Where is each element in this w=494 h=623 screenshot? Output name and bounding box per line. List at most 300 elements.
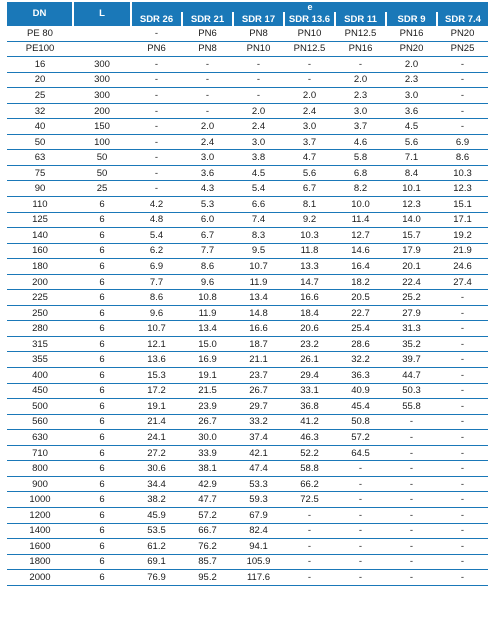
cell-value: 13.6 [131,352,182,368]
cell-value: 15.3 [131,368,182,384]
cell-value: 72.5 [284,492,335,508]
cell-value: - [386,523,437,539]
table-row [7,507,488,523]
cell-value: 8.6 [182,259,233,275]
cell-value: 22.7 [335,305,386,321]
cell-value: 3.7 [335,119,386,135]
cell-value: 18.7 [233,336,284,352]
cell-l: 300 [73,57,131,73]
cell-value: 10.7 [131,321,182,337]
cell-value: PN16 [335,41,386,57]
cell-dn: 900 [7,476,73,492]
cell-dn: 20 [7,72,73,88]
cell-l: 6 [73,539,131,555]
cell-value: 2.0 [233,103,284,119]
cell-value: 29.7 [233,399,284,415]
cell-value: 67.9 [233,507,284,523]
cell-value: 39.7 [386,352,437,368]
cell-l: 6 [73,492,131,508]
cell-value: 18.2 [335,274,386,290]
cell-value: 9.6 [131,305,182,321]
cell-value: 4.3 [182,181,233,197]
cell-value: 45.4 [335,399,386,415]
header-e: e [131,2,488,12]
cell-value: - [437,461,488,477]
cell-value: 53.5 [131,523,182,539]
cell-l: 6 [73,383,131,399]
cell-dn: 16 [7,57,73,73]
cell-l [73,41,131,57]
cell-value: - [437,554,488,570]
cell-dn: 560 [7,414,73,430]
cell-value: 8.3 [233,228,284,244]
cell-dn: 32 [7,103,73,119]
cell-value: 9.6 [182,274,233,290]
cell-value: - [386,476,437,492]
cell-dn: 450 [7,383,73,399]
cell-value: 8.4 [386,165,437,181]
cell-value: 46.3 [284,430,335,446]
table-row [7,165,488,181]
cell-value: PN16 [386,26,437,41]
cell-value: 76.2 [182,539,233,555]
table-row [7,26,488,41]
cell-value: 10.1 [386,181,437,197]
cell-value: 16.4 [335,259,386,275]
cell-value: 3.0 [284,119,335,135]
cell-value: - [335,57,386,73]
cell-value: 10.3 [437,165,488,181]
cell-l: 150 [73,119,131,135]
cell-l: 300 [73,88,131,104]
cell-value: 25.4 [335,321,386,337]
cell-value: PN25 [437,41,488,57]
cell-dn: 40 [7,119,73,135]
cell-value: 36.8 [284,399,335,415]
table-row [7,476,488,492]
cell-value: 31.3 [386,321,437,337]
cell-value: 12.1 [131,336,182,352]
header-sdr-17: SDR 17 [233,12,284,26]
cell-value: - [437,430,488,446]
cell-value: 6.8 [335,165,386,181]
cell-dn: 1000 [7,492,73,508]
cell-value: - [182,88,233,104]
cell-value: 2.3 [386,72,437,88]
cell-value: - [233,57,284,73]
cell-value: 61.2 [131,539,182,555]
cell-value: PN12.5 [284,41,335,57]
cell-value: 12.3 [437,181,488,197]
cell-value: 69.1 [131,554,182,570]
cell-value: 10.3 [284,228,335,244]
header-dn: DN [7,2,73,26]
cell-value: 44.7 [386,368,437,384]
header-sdr-13-6: SDR 13.6 [284,12,335,26]
cell-dn: 140 [7,228,73,244]
cell-value: - [386,445,437,461]
cell-value: 85.7 [182,554,233,570]
cell-value: 13.4 [182,321,233,337]
cell-value: 76.9 [131,570,182,586]
cell-value: - [335,492,386,508]
cell-value: - [437,445,488,461]
cell-value: - [437,570,488,586]
cell-value: 17.9 [386,243,437,259]
cell-value: 47.4 [233,461,284,477]
cell-value: 2.0 [182,119,233,135]
cell-value: 18.4 [284,305,335,321]
cell-dn: 75 [7,165,73,181]
header-sdr-21: SDR 21 [182,12,233,26]
cell-value: - [131,103,182,119]
cell-value: 3.0 [182,150,233,166]
cell-value: 38.2 [131,492,182,508]
cell-dn: 280 [7,321,73,337]
cell-value: - [437,352,488,368]
cell-value: 9.5 [233,243,284,259]
cell-dn: 250 [7,305,73,321]
table-row [7,336,488,352]
cell-value: 4.6 [335,134,386,150]
cell-value: 15.7 [386,228,437,244]
cell-value: 20.1 [386,259,437,275]
cell-value: 40.9 [335,383,386,399]
header-sdr-26: SDR 26 [131,12,182,26]
cell-value: 36.3 [335,368,386,384]
cell-value: - [131,72,182,88]
table-row [7,181,488,197]
cell-value: 4.5 [386,119,437,135]
cell-l: 100 [73,134,131,150]
table-row [7,41,488,57]
cell-value: - [437,119,488,135]
cell-l: 6 [73,274,131,290]
cell-value: 53.3 [233,476,284,492]
cell-value: - [335,554,386,570]
cell-dn: PE100 [7,41,73,57]
cell-value: 5.3 [182,197,233,213]
cell-value: 27.9 [386,305,437,321]
cell-l: 6 [73,197,131,213]
table-body [7,26,488,585]
cell-value: 12.3 [386,197,437,213]
cell-value: 30.6 [131,461,182,477]
header-sdr-7-4: SDR 7.4 [437,12,488,26]
table-row [7,430,488,446]
cell-value: 50.3 [386,383,437,399]
cell-value: 57.2 [335,430,386,446]
cell-value: 6.6 [233,197,284,213]
cell-value: - [335,476,386,492]
cell-dn: 25 [7,88,73,104]
cell-value: 14.6 [335,243,386,259]
cell-value: 29.4 [284,368,335,384]
table-row [7,570,488,586]
cell-value: PN20 [386,41,437,57]
cell-value: 47.7 [182,492,233,508]
cell-l: 25 [73,181,131,197]
cell-l: 6 [73,368,131,384]
cell-value: PN10 [284,26,335,41]
cell-value: - [437,507,488,523]
table-row [7,274,488,290]
cell-value: 10.8 [182,290,233,306]
table-row [7,539,488,555]
cell-value: 28.6 [335,336,386,352]
cell-value: 50.8 [335,414,386,430]
cell-l [73,26,131,41]
table-row [7,368,488,384]
cell-value: 19.1 [131,399,182,415]
cell-value: - [284,570,335,586]
cell-value: 2.0 [335,72,386,88]
cell-dn: 355 [7,352,73,368]
cell-value: - [335,523,386,539]
cell-value: 4.8 [131,212,182,228]
pipe-dimension-table [7,2,488,586]
cell-l: 6 [73,476,131,492]
cell-value: 52.2 [284,445,335,461]
cell-value: PN10 [233,41,284,57]
cell-value: 17.2 [131,383,182,399]
cell-value: 33.2 [233,414,284,430]
cell-value: 10.7 [233,259,284,275]
table-row [7,243,488,259]
cell-value: - [437,103,488,119]
cell-value: 33.1 [284,383,335,399]
cell-value: 10.0 [335,197,386,213]
cell-value: - [437,523,488,539]
cell-l: 6 [73,430,131,446]
table-row [7,259,488,275]
cell-l: 6 [73,321,131,337]
cell-value: - [386,414,437,430]
cell-value: 42.9 [182,476,233,492]
cell-value: - [284,507,335,523]
cell-value: 34.4 [131,476,182,492]
cell-dn: 1800 [7,554,73,570]
cell-value: - [335,570,386,586]
cell-value: 45.9 [131,507,182,523]
cell-value: 3.7 [284,134,335,150]
cell-value: PN6 [131,41,182,57]
header-sdr-11: SDR 11 [335,12,386,26]
header-l: L [73,2,131,26]
table-row [7,134,488,150]
cell-l: 200 [73,103,131,119]
cell-value: 7.1 [386,150,437,166]
cell-l: 6 [73,570,131,586]
cell-value: - [386,461,437,477]
cell-value: 24.1 [131,430,182,446]
cell-value: - [233,88,284,104]
cell-value: 24.6 [437,259,488,275]
cell-value: 4.2 [131,197,182,213]
cell-value: 27.4 [437,274,488,290]
table-row [7,150,488,166]
cell-value: 38.1 [182,461,233,477]
table-row [7,197,488,213]
cell-value: 23.2 [284,336,335,352]
cell-value: 25.2 [386,290,437,306]
cell-dn: 2000 [7,570,73,586]
cell-value: 9.2 [284,212,335,228]
cell-dn: 180 [7,259,73,275]
cell-value: 58.8 [284,461,335,477]
cell-value: 6.9 [131,259,182,275]
cell-value: 6.9 [437,134,488,150]
cell-value: 20.5 [335,290,386,306]
cell-value: - [437,57,488,73]
cell-dn: 630 [7,430,73,446]
cell-value: - [131,165,182,181]
cell-value: 4.5 [233,165,284,181]
cell-value: 14.8 [233,305,284,321]
cell-value: 64.5 [335,445,386,461]
cell-l: 6 [73,290,131,306]
cell-dn: 125 [7,212,73,228]
cell-dn: 225 [7,290,73,306]
cell-value: 3.8 [233,150,284,166]
cell-value: - [131,57,182,73]
cell-value: 21.9 [437,243,488,259]
cell-value: 32.2 [335,352,386,368]
table-row [7,383,488,399]
cell-value: PN20 [437,26,488,41]
cell-value: 6.7 [182,228,233,244]
cell-l: 6 [73,461,131,477]
cell-value: 66.2 [284,476,335,492]
cell-l: 300 [73,72,131,88]
table-row [7,72,488,88]
cell-value: 6.7 [284,181,335,197]
table-row [7,103,488,119]
cell-value: 41.2 [284,414,335,430]
cell-value: - [437,305,488,321]
cell-dn: 160 [7,243,73,259]
cell-l: 6 [73,259,131,275]
cell-dn: 110 [7,197,73,213]
cell-value: - [386,492,437,508]
cell-value: - [386,570,437,586]
cell-value: - [335,507,386,523]
table-row [7,119,488,135]
cell-value: 20.6 [284,321,335,337]
cell-dn: PE 80 [7,26,73,41]
cell-dn: 1200 [7,507,73,523]
table-row [7,290,488,306]
cell-value: 15.1 [437,197,488,213]
cell-value: 12.7 [335,228,386,244]
cell-value: 105.9 [233,554,284,570]
cell-value: 2.4 [233,119,284,135]
cell-value: PN8 [182,41,233,57]
cell-value: 8.1 [284,197,335,213]
cell-l: 6 [73,523,131,539]
cell-value: 16.9 [182,352,233,368]
table-row [7,352,488,368]
cell-value: 35.2 [386,336,437,352]
cell-value: - [131,181,182,197]
cell-value: - [131,150,182,166]
table-header [7,2,488,26]
table-row [7,461,488,477]
table-row [7,228,488,244]
cell-value: 5.6 [386,134,437,150]
cell-value: 4.7 [284,150,335,166]
cell-value: 3.6 [386,103,437,119]
cell-value: 8.2 [335,181,386,197]
cell-value: - [437,321,488,337]
cell-value: 3.0 [386,88,437,104]
cell-value: 26.1 [284,352,335,368]
cell-value: - [131,88,182,104]
cell-dn: 50 [7,134,73,150]
cell-value: PN12.5 [335,26,386,41]
cell-value: 26.7 [233,383,284,399]
cell-value: - [437,336,488,352]
cell-value: 66.7 [182,523,233,539]
cell-dn: 63 [7,150,73,166]
cell-value: - [386,507,437,523]
cell-value: 11.9 [182,305,233,321]
table-row [7,88,488,104]
cell-value: 23.9 [182,399,233,415]
cell-value: 5.8 [335,150,386,166]
cell-l: 6 [73,507,131,523]
cell-value: 2.0 [386,57,437,73]
cell-value: 55.8 [386,399,437,415]
cell-value: 5.4 [131,228,182,244]
cell-value: - [233,72,284,88]
cell-value: - [335,539,386,555]
header-sdr-9: SDR 9 [386,12,437,26]
cell-value: 95.2 [182,570,233,586]
cell-dn: 90 [7,181,73,197]
cell-value: 8.6 [131,290,182,306]
cell-value: 3.6 [182,165,233,181]
cell-dn: 500 [7,399,73,415]
cell-value: - [437,290,488,306]
cell-value: 16.6 [284,290,335,306]
cell-value: 7.7 [131,274,182,290]
cell-l: 6 [73,305,131,321]
cell-value: - [284,554,335,570]
cell-value: - [284,539,335,555]
cell-value: 16.6 [233,321,284,337]
cell-value: 2.3 [335,88,386,104]
cell-value: 11.4 [335,212,386,228]
cell-value: 14.0 [386,212,437,228]
cell-dn: 200 [7,274,73,290]
cell-l: 6 [73,243,131,259]
cell-l: 50 [73,165,131,181]
cell-value: - [131,119,182,135]
cell-value: - [437,383,488,399]
cell-dn: 400 [7,368,73,384]
cell-value: 26.7 [182,414,233,430]
cell-value: 30.0 [182,430,233,446]
cell-value: 2.4 [182,134,233,150]
cell-value: 11.8 [284,243,335,259]
table-row [7,305,488,321]
table-row [7,554,488,570]
cell-value: - [437,492,488,508]
table-row [7,492,488,508]
cell-dn: 800 [7,461,73,477]
cell-l: 6 [73,212,131,228]
